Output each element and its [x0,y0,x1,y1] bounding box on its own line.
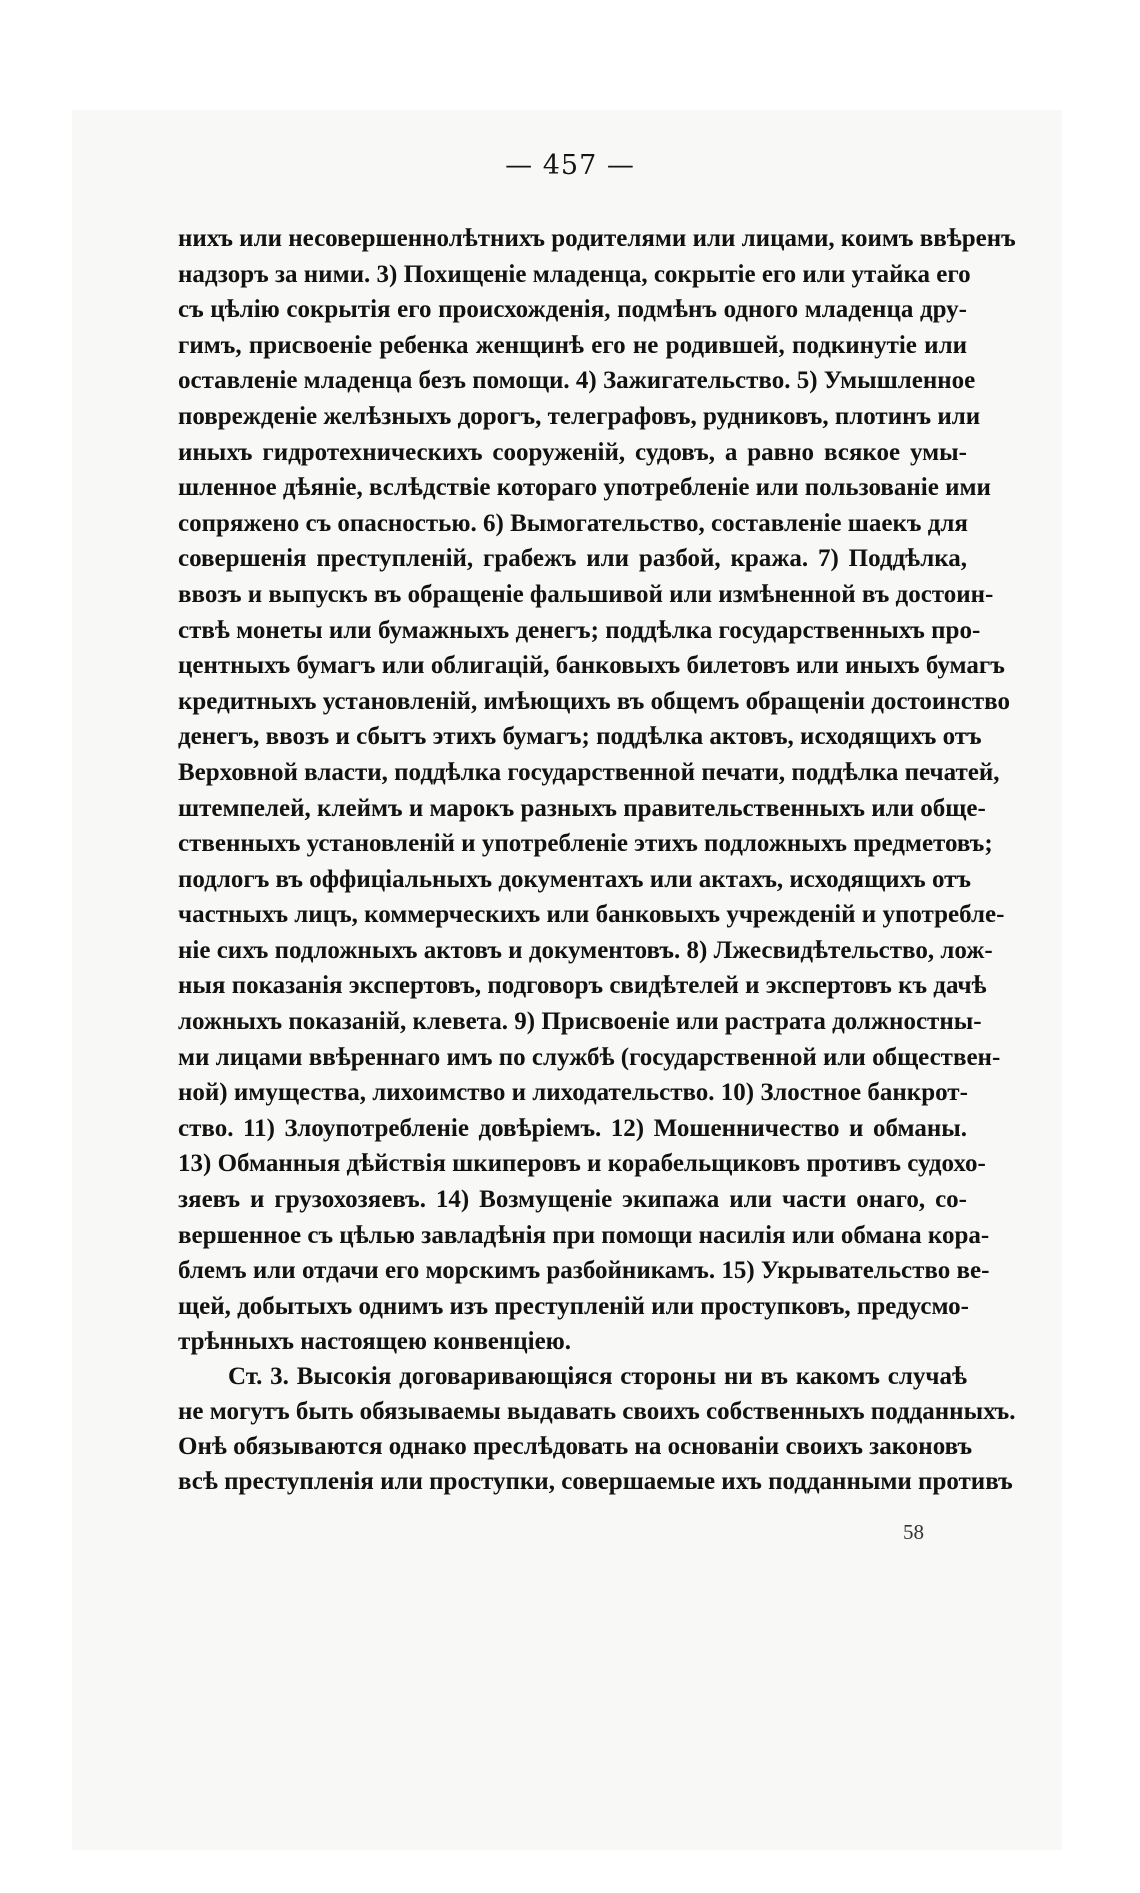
text-line: Верховной власти, поддѣлка государственной печати, поддѣлка печатей, [178,758,1000,786]
article-line: всѣ преступленія или проступки, совершаемые ихъ подданными противъ [178,1468,1013,1495]
text-line: сопряжено съ опасностью. 6) Вымогательство, составленіе шаекъ для [178,509,968,537]
text-line: ми лицами ввѣреннаго имъ по службѣ (государственной или обществен- [178,1043,1001,1071]
text-line: подлогъ въ оффиціальныхъ документахъ или актахъ, исходящихъ отъ [178,865,971,893]
text-line: 13) Обманныя дѣйствія шкиперовъ и корабельщиковъ противъ судохо- [178,1150,986,1178]
article-text [178,1362,1016,1502]
text-line: щей, добытыхъ однимъ изъ преступленій или проступковъ, предусмо- [178,1292,969,1320]
text-line: совершенія преступленій, грабежъ или разбой, кража. 7) Поддѣлка, [178,545,967,573]
text-line: надзоръ за ними. 3) Похищеніе младенца, сокрытіе его или утайка его [178,260,971,288]
signature-mark: 58 [903,1520,924,1544]
text-line: съ цѣлію сокрытія его происхожденія, подмѣнъ одного младенца дру- [178,296,967,324]
text-line: нихъ или несовершеннолѣтнихъ родителями или лицами, коимъ ввѣренъ [178,225,1016,252]
text-line: гимъ, присвоеніе ребенка женщинѣ его не родившей, подкинутіе или [178,331,967,359]
text-line: поврежденіе желѣзныхъ дорогъ, телеграфовъ, рудниковъ, плотинъ или [178,402,981,430]
article-line: Онѣ обязываются однако преслѣдовать на основаніи своихъ законовъ [178,1433,973,1460]
text-line: ложныхъ показаній, клевета. 9) Присвоеніе или растрата должностны- [178,1008,982,1036]
text-line: вершенное съ цѣлью завладѣнія при помощи насилія или обмана кора- [178,1221,990,1249]
body-text [178,224,1016,1363]
text-line: зяевъ и грузохозяевъ. 14) Возмущеніе экипажа или части онаго, со- [178,1186,967,1214]
text-line: иныхъ гидротехническихъ сооруженій, судовъ, а равно всякое умы- [178,438,967,466]
article-line: не могутъ быть обязываемы выдавать своихъ собственныхъ подданныхъ. [178,1398,1016,1425]
text-line: ной) имущества, лихоимство и лиходательство. 10) Злостное банкрот- [178,1079,968,1107]
text-line: ственныхъ установленій и употребленіе этихъ подложныхъ предметовъ; [178,830,993,858]
text-line: оставленіе младенца безъ помощи. 4) Зажигательство. 5) Умышленное [178,367,976,395]
text-line: ство. 11) Злоупотребленіе довѣріемъ. 12) Мошенничество и обманы. [178,1114,967,1142]
text-line: частныхъ лицъ, коммерческихъ или банковыхъ учрежденій и употребле- [178,901,1005,929]
text-line: ввозъ и выпускъ въ обращеніе фальшивой или измѣненной въ достоин- [178,580,994,608]
text-line: шленное дѣяніе, вслѣдствіе котораго употребленіе или пользованіе ими [178,474,991,502]
page-number: — 457 — [505,150,635,181]
text-line: кредитныхъ установленій, имѣющихъ въ общемъ обращеніи достоинство [178,687,1010,715]
text-line: денегъ, ввозъ и сбытъ этихъ бумагъ; поддѣлка актовъ, исходящихъ отъ [178,723,982,751]
text-line: блемъ или отдачи его морскимъ разбойникамъ. 15) Укрывательство ве- [178,1257,990,1285]
text-line: трѣнныхъ настоящею конвенціею. [178,1328,572,1356]
text-line: ніе сихъ подложныхъ актовъ и документовъ. 8) Лжесвидѣтельство, лож- [178,936,993,964]
text-line: штемпелей, клеймъ и марокъ разныхъ правительственныхъ или обще- [178,794,986,822]
text-line: центныхъ бумагъ или облигацій, банковыхъ билетовъ или иныхъ бумагъ [178,652,1005,680]
text-line: ствѣ монеты или бумажныхъ денегъ; поддѣлка государственныхъ про- [178,616,981,644]
text-line: ныя показанія экспертовъ, подговоръ свидѣтелей и экспертовъ къ дачѣ [178,972,987,1000]
article-line: Ст. 3. Высокія договаривающіяся стороны ни въ какомъ случаѣ [228,1363,967,1390]
